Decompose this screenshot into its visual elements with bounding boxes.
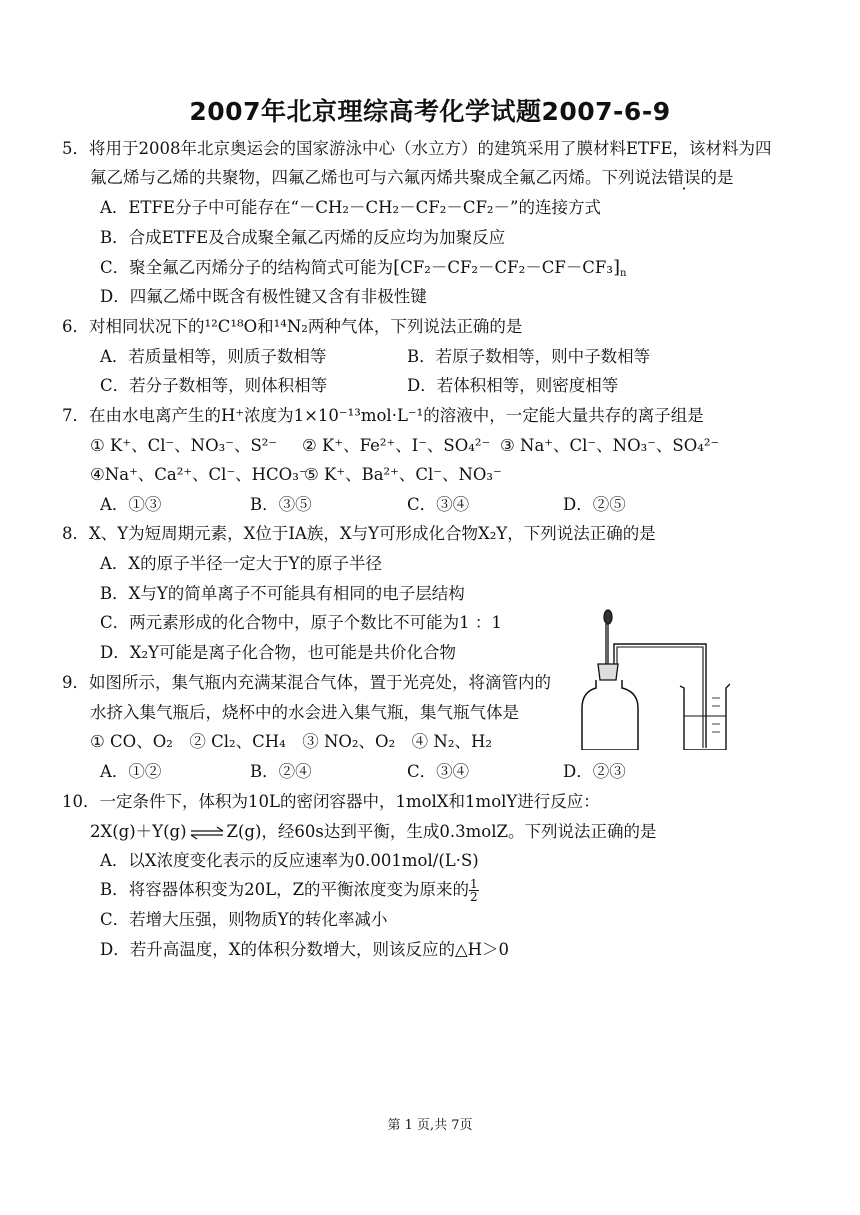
q8-stem: 8．X、Y为短周期元素，X位于IA族，X与Y可形成化合物X₂Y，下列说法正确的是	[62, 524, 656, 543]
q5-polymer-formula: CF₂－CF₂－CF₂－CF－CF₃	[400, 258, 613, 277]
q9-option-c: C．③④	[407, 762, 470, 781]
q9-option-b: B．②④	[250, 762, 312, 781]
q9-option-d: D．②③	[563, 762, 626, 781]
dropper-bulb	[604, 610, 612, 624]
q7-option-d: D．②⑤	[563, 495, 626, 514]
page-footer: 第 1 页,共 7页	[387, 1118, 473, 1133]
q8-option-d: D．X₂Y可能是离子化合物，也可能是共价化合物	[100, 643, 456, 662]
q7-ion-group-1: ① K⁺、Cl⁻、NO₃⁻、S²⁻	[90, 436, 278, 455]
delivery-tube	[614, 644, 706, 748]
q6-option-d: D．若体积相等，则密度相等	[407, 376, 619, 395]
q7-stem: 7．在由水电离产生的H⁺浓度为1×10⁻¹³mol·L⁻¹的溶液中，一定能大量共存的离子组是	[62, 406, 704, 425]
document-title: 2007年北京理综高考化学试题2007-6-9	[189, 97, 671, 126]
q5-option-c: C．聚全氟乙丙烯分子的结构简式可能为$[CF_2-CF_2-CF_2-CF-CF_3]_n$	[100, 257, 627, 279]
q10-option-b: B．将容器体积变为20L，Z的平衡浓度变为原来的 $\frac{1}{2}$	[100, 877, 478, 904]
q7-option-a: A．①③	[100, 495, 162, 514]
gas-bottle-apparatus-figure	[580, 600, 730, 750]
q7-option-c: C．③④	[407, 495, 470, 514]
q5-option-a: A．ETFE分子中可能存在“－CH₂－CH₂－CF₂－CF₂－”的连接方式	[100, 198, 601, 217]
q7-ion-group-5: ⑤ K⁺、Ba²⁺、Cl⁻、NO₃⁻	[304, 465, 502, 484]
q6-option-c: C．若分子数相等，则体积相等	[100, 376, 328, 395]
q7-option-b: B．③⑤	[250, 495, 312, 514]
q10-option-d: D．若升高温度，X的体积分数增大，则该反应的△H＞0	[100, 940, 510, 959]
q7-ion-group-2: ② K⁺、Fe²⁺、I⁻、SO₄²⁻	[302, 436, 491, 455]
equilibrium-arrow-icon	[189, 826, 225, 840]
q7-ion-group-4: ④Na⁺、Ca²⁺、Cl⁻、HCO₃⁻	[90, 465, 308, 484]
q9-stem-line2: 水挤入集气瓶后，烧杯中的水会进入集气瓶，集气瓶气体是	[90, 703, 519, 722]
beaker	[680, 684, 730, 750]
q5-polymer-n: n	[620, 268, 627, 279]
q9-gas-groups: ① CO、O₂ ② Cl₂、CH₄ ③ NO₂、O₂ ④ N₂、H₂	[90, 732, 492, 751]
bottle-stopper	[598, 664, 618, 680]
gas-bottle	[582, 680, 638, 750]
q5-emphasis-wrong: 错误	[667, 168, 701, 187]
q10-option-a: A．以X浓度变化表示的反应速率为0.001mol/(L·S)	[100, 851, 479, 870]
q5-stem-line1: 5．将用于2008年北京奥运会的国家游泳中心（水立方）的建筑采用了膜材料ETFE，该材料为四	[62, 139, 772, 158]
q10-fraction-half: $\frac{1}{2}$	[470, 877, 478, 904]
q9-stem-line1: 9．如图所示，集气瓶内充满某混合气体，置于光亮处，将滴管内的	[62, 673, 551, 692]
q10-stem-line2: 2X(g)＋Y(g) Z(g)，经60s达到平衡，生成0.3molZ。下列说法正确的是	[90, 822, 657, 841]
q10-stem-line1: 10．一定条件下，体积为10L的密闭容器中，1molX和1molY进行反应：	[62, 792, 600, 811]
q8-option-b: B．X与Y的简单离子不可能具有相同的电子层结构	[100, 584, 465, 603]
q8-option-a: A．X的原子半径一定大于Y的原子半径	[100, 554, 383, 573]
q7-ion-group-3: ③ Na⁺、Cl⁻、NO₃⁻、SO₄²⁻	[500, 436, 720, 455]
q9-option-a: A．①②	[100, 762, 162, 781]
q5-option-d: D．四氟乙烯中既含有极性键又含有非极性键	[100, 287, 427, 306]
q6-option-b: B．若原子数相等，则中子数相等	[407, 347, 651, 366]
q5-stem-line2: 氟乙烯与乙烯的共聚物，四氟乙烯也可与六氟丙烯共聚成全氟乙丙烯。下列说法错误的是	[90, 168, 734, 187]
q8-option-c: C．两元素形成的化合物中，原子个数比不可能为1 ：1	[100, 613, 502, 632]
q6-option-a: A．若质量相等，则质子数相等	[100, 347, 327, 366]
q6-stem: 6．对相同状况下的¹²C¹⁸O和¹⁴N₂两种气体，下列说法正确的是	[62, 317, 523, 336]
q10-option-c: C．若增大压强，则物质Y的转化率减小	[100, 910, 388, 929]
q5-option-b: B．合成ETFE及合成聚全氟乙丙烯的反应均为加聚反应	[100, 228, 506, 247]
